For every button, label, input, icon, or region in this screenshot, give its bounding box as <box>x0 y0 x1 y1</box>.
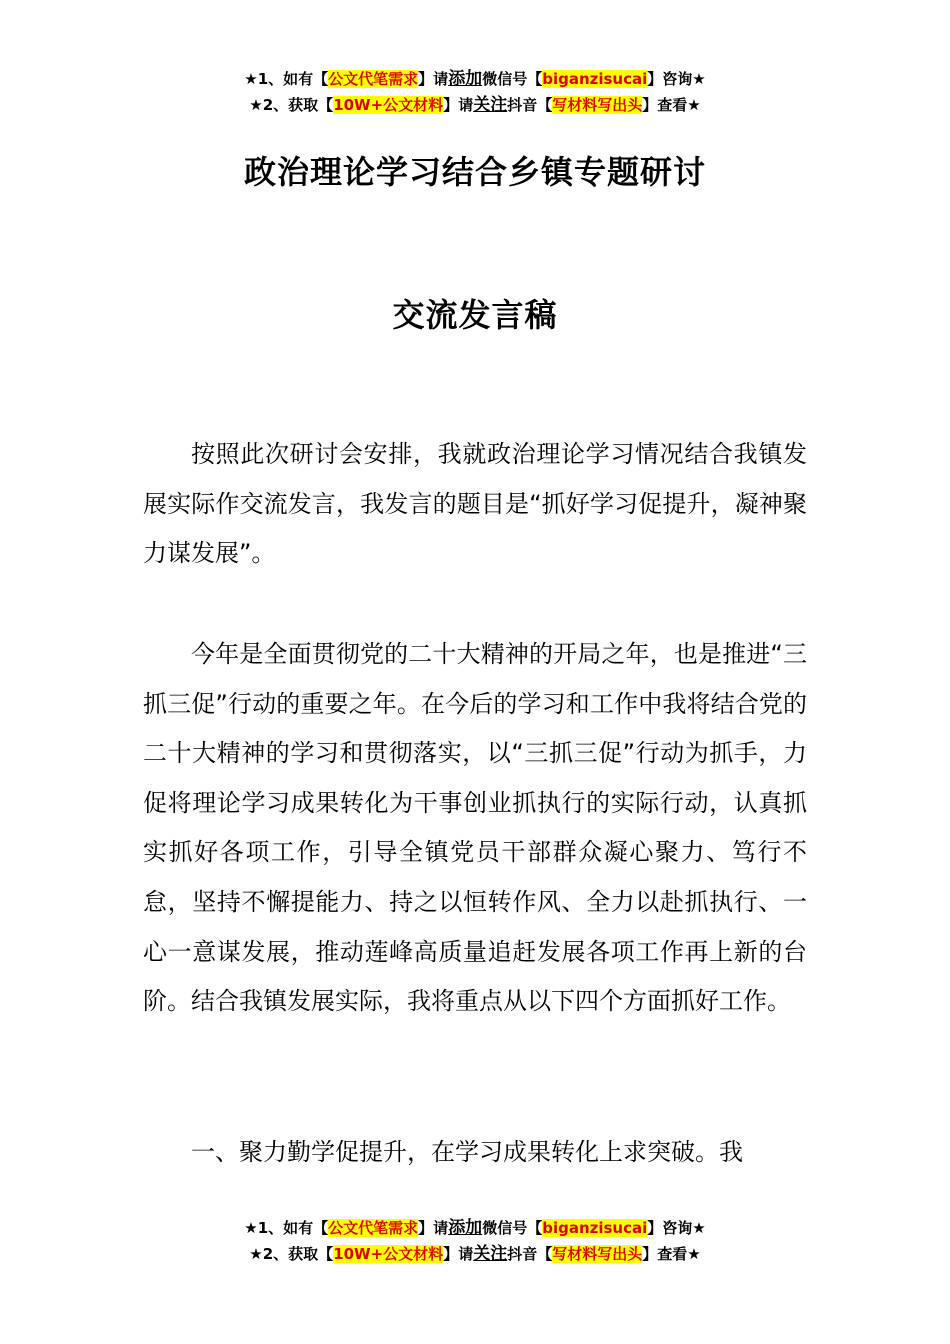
ad-line-2-text: 抖音【 <box>507 96 553 114</box>
header-ad-banner <box>0 66 950 118</box>
ad-line-2 <box>0 92 950 118</box>
ad-line-2-prefix: ★2、获取【 <box>249 1245 334 1263</box>
ad-line-1-suffix: 】咨询★ <box>647 1219 706 1237</box>
ad-line-1-text: 】请 <box>418 70 449 88</box>
ad-line-2-prefix: ★2、获取【 <box>249 96 334 114</box>
ad-materials-highlight: 10W+公文材料 <box>333 1245 444 1263</box>
document-title-line-1: 政治理论学习结合乡镇专题研讨 <box>243 153 706 191</box>
document-title-line-2: 交流发言稿 <box>392 296 558 334</box>
ad-wechat-id-highlight: biganzisucai <box>542 70 648 88</box>
footer-ad-banner <box>0 1215 950 1267</box>
ad-line-1 <box>0 1215 950 1241</box>
ad-wechat-id-highlight: biganzisucai <box>542 1219 648 1237</box>
body-paragraph-1: 按照此次研讨会安排，我就政治理论学习情况结合我镇发展实际作交流发言，我发言的题目是“抓好学习促提升，凝神聚力谋发展”。 <box>143 440 807 568</box>
ad-materials-highlight: 10W+公文材料 <box>333 96 444 114</box>
ad-line-2-text: 抖音【 <box>507 1245 553 1263</box>
ad-line-2-text: 】请 <box>443 96 474 114</box>
ad-line-2-text: 】请 <box>443 1245 474 1263</box>
body-paragraph-3: 一、聚力勤学促提升，在学习成果转化上求突破。我 <box>191 1138 743 1166</box>
ad-line-1-text: 】请 <box>418 1219 449 1237</box>
ad-line-1-prefix: ★1、如有【 <box>244 1219 329 1237</box>
ad-line-1-suffix: 】咨询★ <box>647 70 706 88</box>
body-paragraph-2: 今年是全面贯彻党的二十大精神的开局之年，也是推进“三抓三促”行动的重要之年。在今后的学习和工作中我将结合党的二十大精神的学习和贯彻落实，以“三抓三促”行动为抓手，力促将理论学习成果转化为干事创业抓执行的实际行动，认真抓实抓好各项工作，引导全镇党员干部群众凝心聚力、笃行不怠，坚持不懈提能力、持之以恒转作风、全力以赴抓执行、一心一意谋发展，推动莲峰高质量追赶发展各项工作再上新的台阶。结合我镇发展实际，我将重点从以下四个方面抓好工作。 <box>143 640 807 1016</box>
ad-line-1 <box>0 66 950 92</box>
ad-service-highlight: 公文代笔需求 <box>328 1219 419 1237</box>
ad-follow-emphasis: 关注 <box>473 95 508 115</box>
ad-line-1-prefix: ★1、如有【 <box>244 70 329 88</box>
ad-follow-emphasis: 关注 <box>473 1244 508 1264</box>
ad-line-1-text: 微信号【 <box>482 70 543 88</box>
ad-douyin-account-highlight: 写材料写出头 <box>552 1245 643 1263</box>
ad-line-2-suffix: 】查看★ <box>642 96 701 114</box>
ad-service-highlight: 公文代笔需求 <box>328 70 419 88</box>
ad-douyin-account-highlight: 写材料写出头 <box>552 96 643 114</box>
ad-line-2 <box>0 1241 950 1267</box>
ad-add-emphasis: 添加 <box>448 69 483 89</box>
ad-line-2-suffix: 】查看★ <box>642 1245 701 1263</box>
ad-add-emphasis: 添加 <box>448 1218 483 1238</box>
ad-line-1-text: 微信号【 <box>482 1219 543 1237</box>
